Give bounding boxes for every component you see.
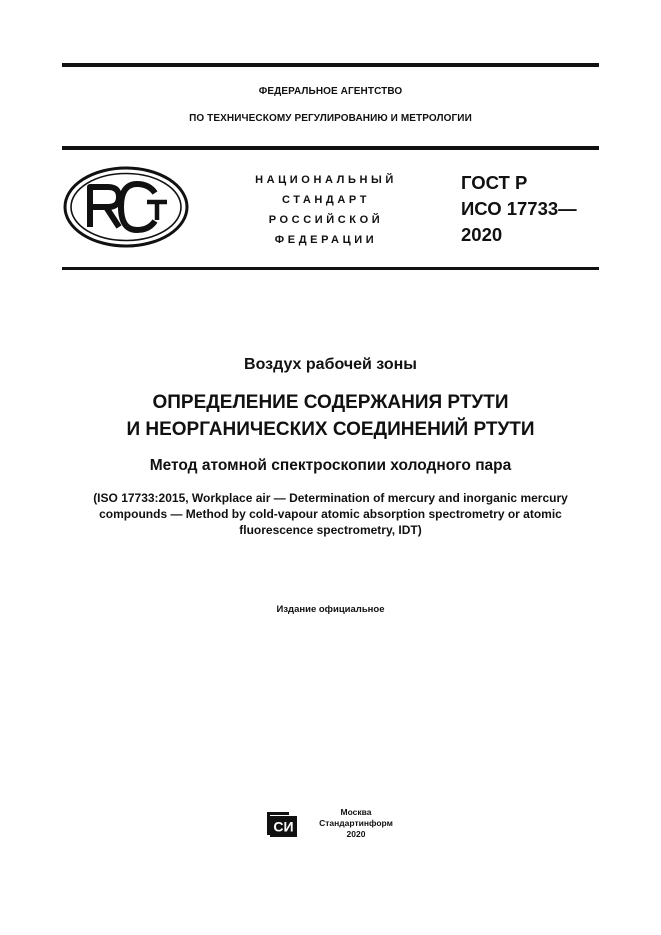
rst-conformity-mark-icon — [63, 166, 189, 248]
publisher-city: Москва — [340, 807, 372, 817]
document-method: Метод атомной спектроскопии холодного пара — [149, 457, 512, 474]
publisher-info — [306, 807, 406, 840]
document-title-line-2: И НЕОРГАНИЧЕСКИХ СОЕДИНЕНИЙ РТУТИ — [126, 419, 535, 440]
top-rule — [62, 63, 599, 67]
publisher-year: 2020 — [346, 829, 366, 839]
svg-text:СИ: СИ — [273, 818, 294, 835]
iso-reference-line-3: fluorescence spectrometry, IDT) — [239, 523, 422, 537]
document-title-line-1: ОПРЕДЕЛЕНИЕ СОДЕРЖАНИЯ РТУТИ — [152, 392, 509, 413]
edition-label: Издание официальное — [276, 604, 385, 615]
standard-code-line-2: ИСО 17733— — [461, 198, 577, 219]
standard-code-line-1: ГОСТ Р — [461, 172, 528, 193]
header-bottom-rule — [62, 146, 599, 150]
standard-type-line-2: СТАНДАРТ — [281, 194, 371, 206]
standard-type-line-1: НАЦИОНАЛЬНЫЙ — [255, 174, 397, 186]
standard-code — [461, 170, 577, 248]
standartinform-logo-icon — [264, 808, 300, 838]
standard-type — [238, 170, 414, 250]
standard-type-line-3: РОССИЙСКОЙ — [268, 214, 384, 226]
iso-reference-line-2: compounds — Method by cold-vapour atomic absorption spectrometry or atomic — [99, 507, 562, 521]
iso-reference-line-1: (ISO 17733:2015, Workplace air — Determination of mercury and inorganic mercury — [93, 491, 568, 505]
document-topic: Воздух рабочей зоны — [244, 356, 417, 373]
standard-code-line-3: 2020 — [461, 224, 503, 245]
publisher-name: Стандартинформ — [319, 818, 393, 828]
standard-type-line-4: ФЕДЕРАЦИИ — [274, 234, 378, 246]
standard-block-rule — [62, 267, 599, 270]
agency-line-1: ФЕДЕРАЛЬНОЕ АГЕНТСТВО — [258, 86, 403, 97]
agency-line-2: ПО ТЕХНИЧЕСКОМУ РЕГУЛИРОВАНИЮ И МЕТРОЛОГИИ — [189, 113, 472, 124]
